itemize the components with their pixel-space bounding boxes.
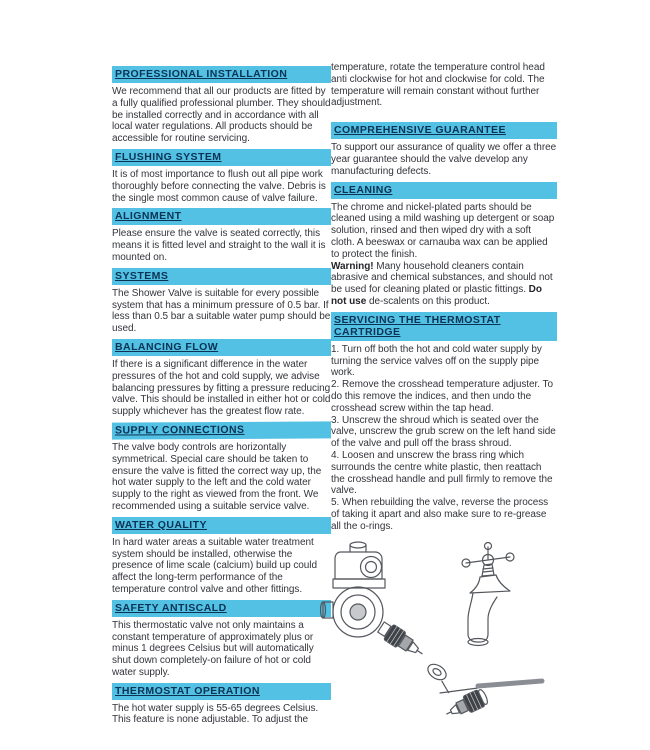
warning-bold: Warning! — [331, 260, 374, 272]
threaded-rod-drawing — [440, 681, 542, 693]
section-body: It is of most importance to flush out all pipe work thoroughly before connecting the valve. Debris is the single most common cause of valve failure. — [112, 168, 326, 204]
section-comprehensive-guarantee — [331, 122, 557, 177]
section-heading: WATER QUALITY — [112, 517, 331, 534]
warning-text: de-scalents on this product. — [366, 295, 490, 307]
shower-valve-exploded-drawing — [321, 542, 386, 637]
right-column — [331, 62, 557, 533]
section-cleaning — [331, 182, 557, 308]
section-body: The chrome and nickel-plated parts should be cleaned using a mild washing up detergent or soap solution, rinsed and then wiped dry with a soft cloth. A beeswax or carnauba wax can be applied to protect the finish. — [331, 201, 555, 260]
section-body: The hot water supply is 55-65 degrees Celsius. This feature is none adjustable. To adjust the — [112, 702, 319, 726]
section-heading: BALANCING FLOW — [112, 339, 331, 356]
section-body: We recommend that all our products are fitted by a fully qualified professional plumber. They should be installed correctly and in accordance with all local water regulations. All products should be accessible for routine servicing. — [112, 86, 331, 145]
section-body: The Shower Valve is suitable for every possible system that has a minimum pressure of 0.5 bar. If less than 0.5 bar a suitable water pump should be used. — [112, 287, 331, 335]
section-body: To support our assurance of quality we offer a three year guarantee should the valve develop any manufacturing defects. — [331, 142, 557, 177]
section-heading: COMPREHENSIVE GUARANTEE — [331, 122, 557, 139]
section-body: If there is a significant difference in the water pressures of the hot and cold supply, we advise balancing pressures by fitting a pressure reducing valve. This should be installed in either hot or cold supply whichever has the greatest flow rate. — [112, 358, 331, 418]
section-systems — [112, 268, 331, 335]
thermostat-operation-continued: temperature, rotate the temperature control head anti clockwise for hot and clockwise for cold. The temperature will remain constant without further adjustment. — [331, 62, 545, 109]
section-heading: THERMOSTAT OPERATION — [112, 683, 331, 700]
section-heading: SYSTEMS — [112, 268, 331, 285]
servicing-step: 3. Unscrew the shroud which is seated over the valve, unscrew the grub screw on the left hand side of the valve and pull off the brass shroud. — [331, 414, 556, 450]
cleaning-warning — [331, 261, 557, 308]
section-heading: SAFETY ANTISCALD — [112, 600, 331, 617]
do-not-use-bold: Do not use — [331, 284, 542, 307]
section-supply-connections — [112, 422, 331, 513]
section-heading: ALIGNMENT — [112, 208, 331, 225]
section-heading: PROFESSIONAL INSTALLATION — [112, 66, 331, 83]
warning-text: Many household cleaners contain abrasive and chemical substances, and should not be used for cleaning plated or plastic fittings. — [331, 260, 553, 296]
section-professional-installation — [112, 66, 331, 145]
section-body: This thermostatic valve not only maintains a constant temperature of approximately plus or minus 1 degrees Celsius but will automatically shut down completely-on failure of hot or cold water supply. — [112, 619, 314, 678]
section-body: Please ensure the valve is seated correctly, this means it is fitted level and straight to the wall it is mounted on. — [112, 228, 326, 263]
illustration-area — [320, 540, 560, 730]
cartridge-exploded-drawing — [376, 619, 427, 661]
section-alignment — [112, 208, 331, 263]
servicing-step: 2. Remove the crosshead temperature adjuster. To do this remove the indices, and then undo the crosshead screw within the tap head. — [331, 379, 553, 414]
section-water-quality — [112, 517, 331, 596]
valve-and-tap-line-drawing — [320, 540, 560, 730]
servicing-step: 5. When rebuilding the valve, reverse the process of taking it apart and also make sure to re-grease all the o-rings. — [331, 497, 549, 532]
section-safety-antiscald — [112, 600, 331, 679]
servicing-step: 1. Turn off both the hot and cold water supply by turning the service valves off on the supply pipe work. — [331, 343, 542, 379]
section-servicing-thermostat-cartridge — [331, 312, 557, 533]
section-thermostat-operation — [112, 683, 331, 727]
left-column — [112, 66, 331, 730]
section-heading: SERVICING THE THERMOSTAT CARTRIDGE — [331, 312, 557, 341]
section-balancing-flow — [112, 339, 331, 418]
washer-drawing — [423, 661, 459, 693]
section-body: In hard water areas a suitable water treatment system should be installed, otherwise the presence of lime scale (calcium) build up could affect the long-term performance of the temperature control valve and other fittings. — [112, 536, 317, 595]
section-flushing-system — [112, 149, 331, 204]
section-heading: SUPPLY CONNECTIONS — [112, 421, 331, 439]
section-heading: FLUSHING SYSTEM — [112, 149, 331, 166]
section-heading: CLEANING — [331, 182, 557, 199]
tap-cartridge-drawing — [443, 688, 490, 722]
tap-drawing — [462, 543, 514, 646]
section-body: The valve body controls are horizontally symmetrical. Special care should be taken to ensure the valve is fitted the correct way up, the hot water supply to the left and the cold water supply to the right as viewed from the front. We recommended using a suitable service valve. — [112, 441, 322, 512]
servicing-step: 4. Loosen and unscrew the brass ring which surrounds the centre white plastic, then reattach the crosshead handle and pull firmly to remove the valve. — [331, 449, 553, 497]
